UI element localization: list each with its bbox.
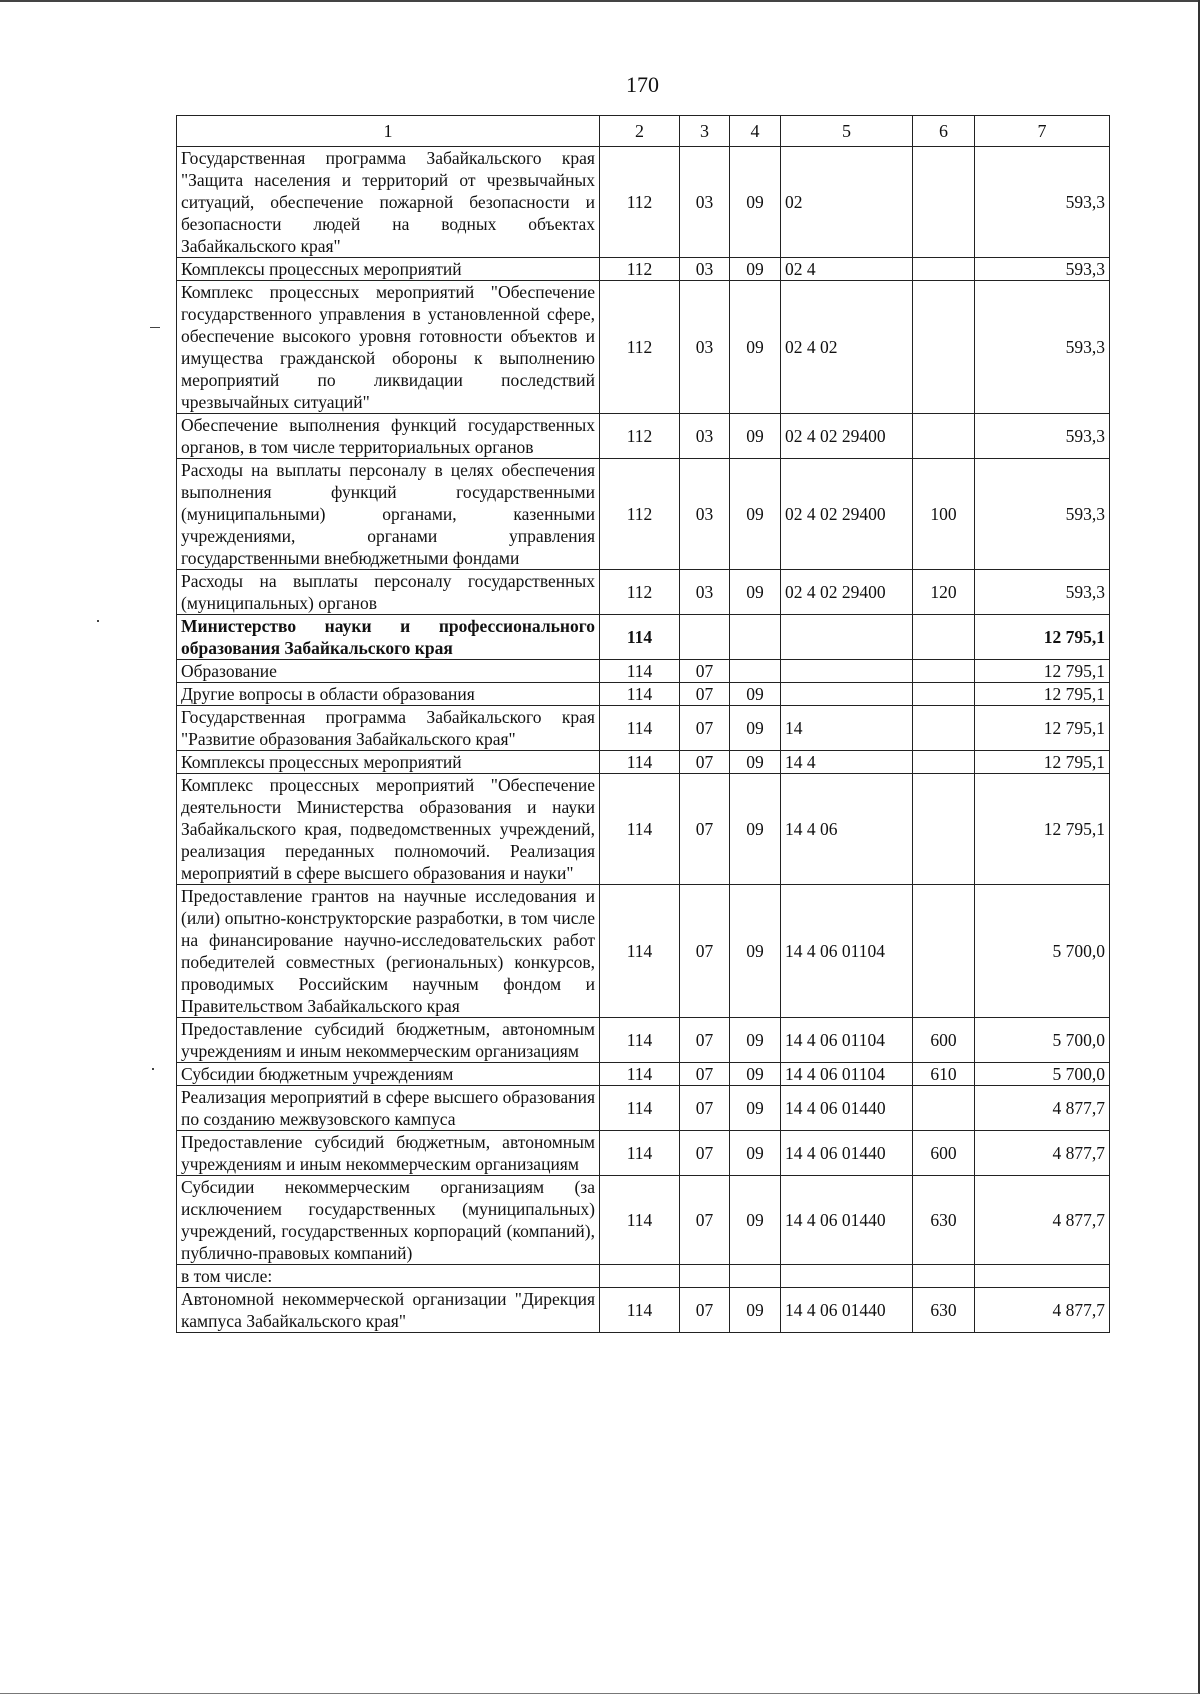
cell-section: 03 <box>680 459 730 570</box>
cell-target-article <box>781 1265 913 1288</box>
row-name: Предоставление грантов на научные исследования и (или) опытно-конструкторские разработки, в том числе на финансирование научно-исследовательских работ победителей совместных (региональных) конкурсов, проводимых Российским научным фондом и Правительством Забайкальского края <box>177 885 600 1018</box>
cell-ministry-code: 112 <box>600 459 680 570</box>
cell-subsection: 09 <box>730 1176 781 1265</box>
cell-amount: 12 795,1 <box>975 774 1110 885</box>
row-name: Субсидии бюджетным учреждениям <box>177 1063 600 1086</box>
column-header: 3 <box>680 116 730 147</box>
cell-ministry-code: 112 <box>600 281 680 414</box>
cell-amount: 4 877,7 <box>975 1176 1110 1265</box>
cell-section: 03 <box>680 281 730 414</box>
cell-expense-type <box>913 751 975 774</box>
scan-mark <box>152 1068 154 1070</box>
cell-subsection: 09 <box>730 258 781 281</box>
cell-expense-type: 120 <box>913 570 975 615</box>
table-row <box>177 459 1110 570</box>
row-name: Государственная программа Забайкальского края "Защита населения и территорий от чрезвычайных ситуаций, обеспечение пожарной безопасности и безопасности людей на водных объектах Забайкальского края" <box>177 147 600 258</box>
cell-section: 07 <box>680 751 730 774</box>
table-row <box>177 706 1110 751</box>
cell-expense-type <box>913 1265 975 1288</box>
cell-section: 07 <box>680 885 730 1018</box>
cell-ministry-code: 112 <box>600 258 680 281</box>
cell-ministry-code: 112 <box>600 147 680 258</box>
cell-target-article: 14 4 <box>781 751 913 774</box>
cell-amount <box>975 1265 1110 1288</box>
cell-ministry-code: 114 <box>600 1176 680 1265</box>
table-row <box>177 660 1110 683</box>
cell-ministry-code: 114 <box>600 1018 680 1063</box>
cell-expense-type <box>913 706 975 751</box>
cell-subsection: 09 <box>730 1018 781 1063</box>
table-row <box>177 615 1110 660</box>
cell-amount: 12 795,1 <box>975 660 1110 683</box>
cell-section <box>680 1265 730 1288</box>
column-header: 1 <box>177 116 600 147</box>
cell-target-article: 14 <box>781 706 913 751</box>
cell-ministry-code: 112 <box>600 414 680 459</box>
cell-expense-type: 630 <box>913 1288 975 1333</box>
row-name: Комплекс процессных мероприятий "Обеспечение государственного управления в установленной сфере, обеспечение высокого уровня готовности объектов и имущества гражданской обороны к выполнению мероприятий по ликвидации последствий чрезвычайных ситуаций" <box>177 281 600 414</box>
table-header-row <box>177 116 1110 147</box>
cell-target-article: 14 4 06 01440 <box>781 1131 913 1176</box>
cell-target-article <box>781 615 913 660</box>
cell-target-article: 14 4 06 01104 <box>781 885 913 1018</box>
cell-expense-type <box>913 1086 975 1131</box>
cell-section: 07 <box>680 660 730 683</box>
cell-expense-type: 100 <box>913 459 975 570</box>
page-number: 170 <box>626 72 659 97</box>
table-row <box>177 1018 1110 1063</box>
row-name: Комплексы процессных мероприятий <box>177 751 600 774</box>
cell-subsection: 09 <box>730 147 781 258</box>
row-name: Другие вопросы в области образования <box>177 683 600 706</box>
cell-expense-type <box>913 885 975 1018</box>
cell-expense-type <box>913 414 975 459</box>
row-name: Предоставление субсидий бюджетным, автономным учреждениям и иным некоммерческим организациям <box>177 1018 600 1063</box>
cell-section: 07 <box>680 1063 730 1086</box>
cell-section: 07 <box>680 706 730 751</box>
cell-section: 03 <box>680 570 730 615</box>
cell-ministry-code: 114 <box>600 615 680 660</box>
row-name: Автономной некоммерческой организации "Дирекция кампуса Забайкальского края" <box>177 1288 600 1333</box>
row-name: Расходы на выплаты персоналу в целях обеспечения выполнения функций государственными (муниципальными) органами, казенными учреждениями, органами управления государственными внебюджетными фондами <box>177 459 600 570</box>
row-name: Государственная программа Забайкальского края "Развитие образования Забайкальского края" <box>177 706 600 751</box>
table-row <box>177 1176 1110 1265</box>
table-row <box>177 281 1110 414</box>
table-row <box>177 258 1110 281</box>
cell-section: 07 <box>680 1086 730 1131</box>
cell-subsection: 09 <box>730 414 781 459</box>
row-name: Расходы на выплаты персоналу государственных (муниципальных) органов <box>177 570 600 615</box>
cell-ministry-code <box>600 1265 680 1288</box>
cell-subsection: 09 <box>730 281 781 414</box>
cell-amount: 593,3 <box>975 147 1110 258</box>
cell-amount: 593,3 <box>975 258 1110 281</box>
cell-amount: 4 877,7 <box>975 1086 1110 1131</box>
row-name: Предоставление субсидий бюджетным, автономным учреждениям и иным некоммерческим организациям <box>177 1131 600 1176</box>
cell-target-article: 02 4 02 29400 <box>781 459 913 570</box>
cell-amount: 5 700,0 <box>975 1018 1110 1063</box>
scan-mark <box>97 620 99 622</box>
table-row <box>177 885 1110 1018</box>
scan-mark <box>150 327 160 328</box>
cell-ministry-code: 114 <box>600 683 680 706</box>
column-header: 7 <box>975 116 1110 147</box>
column-header: 4 <box>730 116 781 147</box>
cell-subsection: 09 <box>730 683 781 706</box>
table-row <box>177 570 1110 615</box>
cell-section: 03 <box>680 258 730 281</box>
cell-section: 07 <box>680 1131 730 1176</box>
cell-target-article <box>781 683 913 706</box>
cell-subsection: 09 <box>730 459 781 570</box>
table-row <box>177 414 1110 459</box>
cell-expense-type: 600 <box>913 1131 975 1176</box>
cell-subsection: 09 <box>730 1086 781 1131</box>
cell-amount: 12 795,1 <box>975 751 1110 774</box>
cell-subsection: 09 <box>730 570 781 615</box>
table-row <box>177 1086 1110 1131</box>
cell-expense-type <box>913 147 975 258</box>
cell-subsection: 09 <box>730 885 781 1018</box>
cell-amount: 12 795,1 <box>975 683 1110 706</box>
cell-subsection <box>730 660 781 683</box>
cell-ministry-code: 114 <box>600 751 680 774</box>
cell-expense-type <box>913 281 975 414</box>
cell-ministry-code: 114 <box>600 1086 680 1131</box>
cell-section: 03 <box>680 414 730 459</box>
cell-amount: 5 700,0 <box>975 1063 1110 1086</box>
table-row <box>177 1063 1110 1086</box>
cell-ministry-code: 114 <box>600 706 680 751</box>
row-name: Образование <box>177 660 600 683</box>
cell-ministry-code: 114 <box>600 885 680 1018</box>
cell-ministry-code: 114 <box>600 1288 680 1333</box>
cell-amount: 12 795,1 <box>975 615 1110 660</box>
cell-subsection: 09 <box>730 774 781 885</box>
table-row <box>177 774 1110 885</box>
cell-section: 03 <box>680 147 730 258</box>
cell-expense-type <box>913 258 975 281</box>
cell-section <box>680 615 730 660</box>
cell-ministry-code: 114 <box>600 1063 680 1086</box>
budget-table <box>176 115 1110 1333</box>
table-row <box>177 1288 1110 1333</box>
cell-section: 07 <box>680 774 730 885</box>
table-row <box>177 1131 1110 1176</box>
cell-amount: 4 877,7 <box>975 1131 1110 1176</box>
table-row <box>177 751 1110 774</box>
cell-expense-type: 630 <box>913 1176 975 1265</box>
cell-target-article: 14 4 06 <box>781 774 913 885</box>
cell-target-article <box>781 660 913 683</box>
cell-target-article: 14 4 06 01440 <box>781 1176 913 1265</box>
cell-target-article: 14 4 06 01104 <box>781 1018 913 1063</box>
row-name: Реализация мероприятий в сфере высшего образования по созданию межвузовского кампуса <box>177 1086 600 1131</box>
cell-section: 07 <box>680 1176 730 1265</box>
cell-target-article: 02 4 <box>781 258 913 281</box>
cell-subsection: 09 <box>730 1288 781 1333</box>
cell-subsection: 09 <box>730 706 781 751</box>
cell-target-article: 02 4 02 29400 <box>781 414 913 459</box>
cell-ministry-code: 114 <box>600 1131 680 1176</box>
cell-amount: 12 795,1 <box>975 706 1110 751</box>
column-header: 5 <box>781 116 913 147</box>
cell-amount: 593,3 <box>975 281 1110 414</box>
cell-ministry-code: 114 <box>600 660 680 683</box>
row-name: Комплекс процессных мероприятий "Обеспечение деятельности Министерства образования и науки Забайкальского края, подведомственных учреждений, реализация переданных полномочий. Реализация мероприятий в сфере высшего образования и науки" <box>177 774 600 885</box>
cell-subsection <box>730 1265 781 1288</box>
row-name: в том числе: <box>177 1265 600 1288</box>
cell-subsection: 09 <box>730 1131 781 1176</box>
cell-section: 07 <box>680 1288 730 1333</box>
row-name: Комплексы процессных мероприятий <box>177 258 600 281</box>
cell-target-article: 14 4 06 01104 <box>781 1063 913 1086</box>
cell-amount: 4 877,7 <box>975 1288 1110 1333</box>
column-header: 2 <box>600 116 680 147</box>
cell-amount: 593,3 <box>975 459 1110 570</box>
column-header: 6 <box>913 116 975 147</box>
cell-amount: 5 700,0 <box>975 885 1110 1018</box>
cell-target-article: 14 4 06 01440 <box>781 1086 913 1131</box>
cell-amount: 593,3 <box>975 570 1110 615</box>
cell-target-article: 02 <box>781 147 913 258</box>
cell-subsection: 09 <box>730 1063 781 1086</box>
cell-expense-type <box>913 683 975 706</box>
cell-subsection <box>730 615 781 660</box>
row-name: Министерство науки и профессионального образования Забайкальского края <box>177 615 600 660</box>
cell-section: 07 <box>680 683 730 706</box>
row-name: Обеспечение выполнения функций государственных органов, в том числе территориальных органов <box>177 414 600 459</box>
cell-expense-type: 600 <box>913 1018 975 1063</box>
cell-expense-type <box>913 774 975 885</box>
row-name: Субсидии некоммерческим организациям (за исключением государственных (муниципальных) учреждений, государственных корпораций (компаний), публично-правовых компаний) <box>177 1176 600 1265</box>
cell-expense-type <box>913 660 975 683</box>
table-row <box>177 147 1110 258</box>
cell-target-article: 02 4 02 29400 <box>781 570 913 615</box>
cell-amount: 593,3 <box>975 414 1110 459</box>
cell-ministry-code: 114 <box>600 774 680 885</box>
cell-ministry-code: 112 <box>600 570 680 615</box>
cell-subsection: 09 <box>730 751 781 774</box>
cell-target-article: 14 4 06 01440 <box>781 1288 913 1333</box>
table-row <box>177 683 1110 706</box>
cell-expense-type: 610 <box>913 1063 975 1086</box>
cell-expense-type <box>913 615 975 660</box>
table-row <box>177 1265 1110 1288</box>
cell-target-article: 02 4 02 <box>781 281 913 414</box>
cell-section: 07 <box>680 1018 730 1063</box>
